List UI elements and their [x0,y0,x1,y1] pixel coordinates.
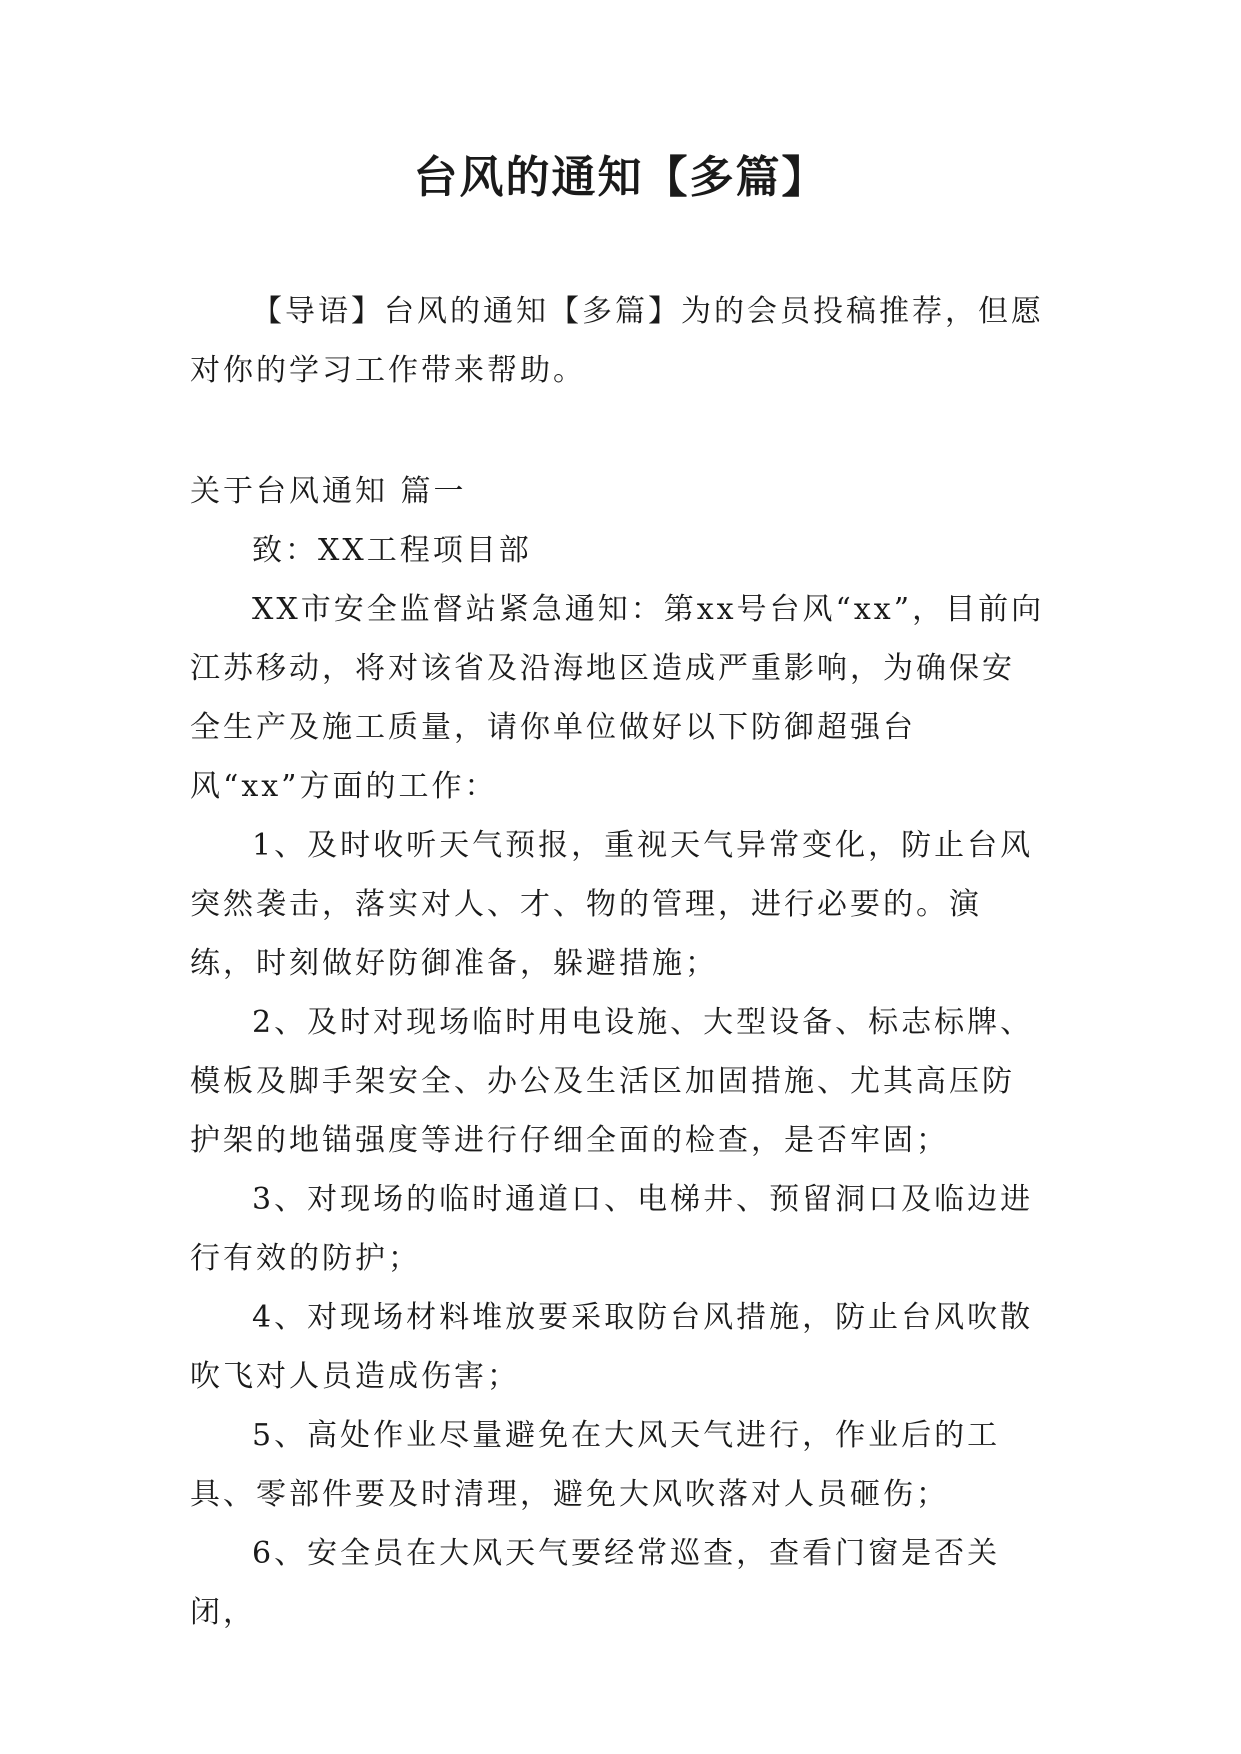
item-2-paragraph: 2、及时对现场临时用电设施、大型设备、标志标牌、模板及脚手架安全、办公及生活区加固措施、尤其高压防护架的地锚强度等进行仔细全面的检查，是否牢固； [190,1005,1034,1158]
item-1-paragraph: 1、及时收听天气预报，重视天气异常变化，防止台风突然袭击，落实对人、才、物的管理，进行必要的。演练，时刻做好防御准备，躲避措施； [190,828,1034,981]
section-heading: 关于台风通知 篇一 [190,474,467,509]
document-body [190,282,1046,1642]
item-5-paragraph: 5、高处作业尽量避免在大风天气进行，作业后的工具、零部件要及时清理，避免大风吹落对人员砸伤； [190,1418,1001,1512]
notice-paragraph: XX市安全监督站紧急通知：第xx号台风“xx”，目前向江苏移动，将对该省及沿海地区造成严重影响，为确保安全生产及施工质量，请你单位做好以下防御超强台风“xx”方面的工作： [190,592,1045,804]
document-title: 台风的通知【多篇】 [413,152,828,203]
paragraph-spacer [190,400,1046,462]
item-6-paragraph: 6、安全员在大风天气要经常巡查，查看门窗是否关闭， [190,1536,1001,1630]
recipient-line: 致：XX工程项目部 [252,533,532,568]
item-4-paragraph: 4、对现场材料堆放要采取防台风措施，防止台风吹散吹飞对人员造成伤害； [190,1300,1034,1394]
item-3-paragraph: 3、对现场的临时通道口、电梯井、预留洞口及临边进行有效的防护； [190,1182,1034,1276]
intro-paragraph: 【导语】台风的通知【多篇】为的会员投稿推荐，但愿对你的学习工作带来帮助。 [190,294,1044,388]
